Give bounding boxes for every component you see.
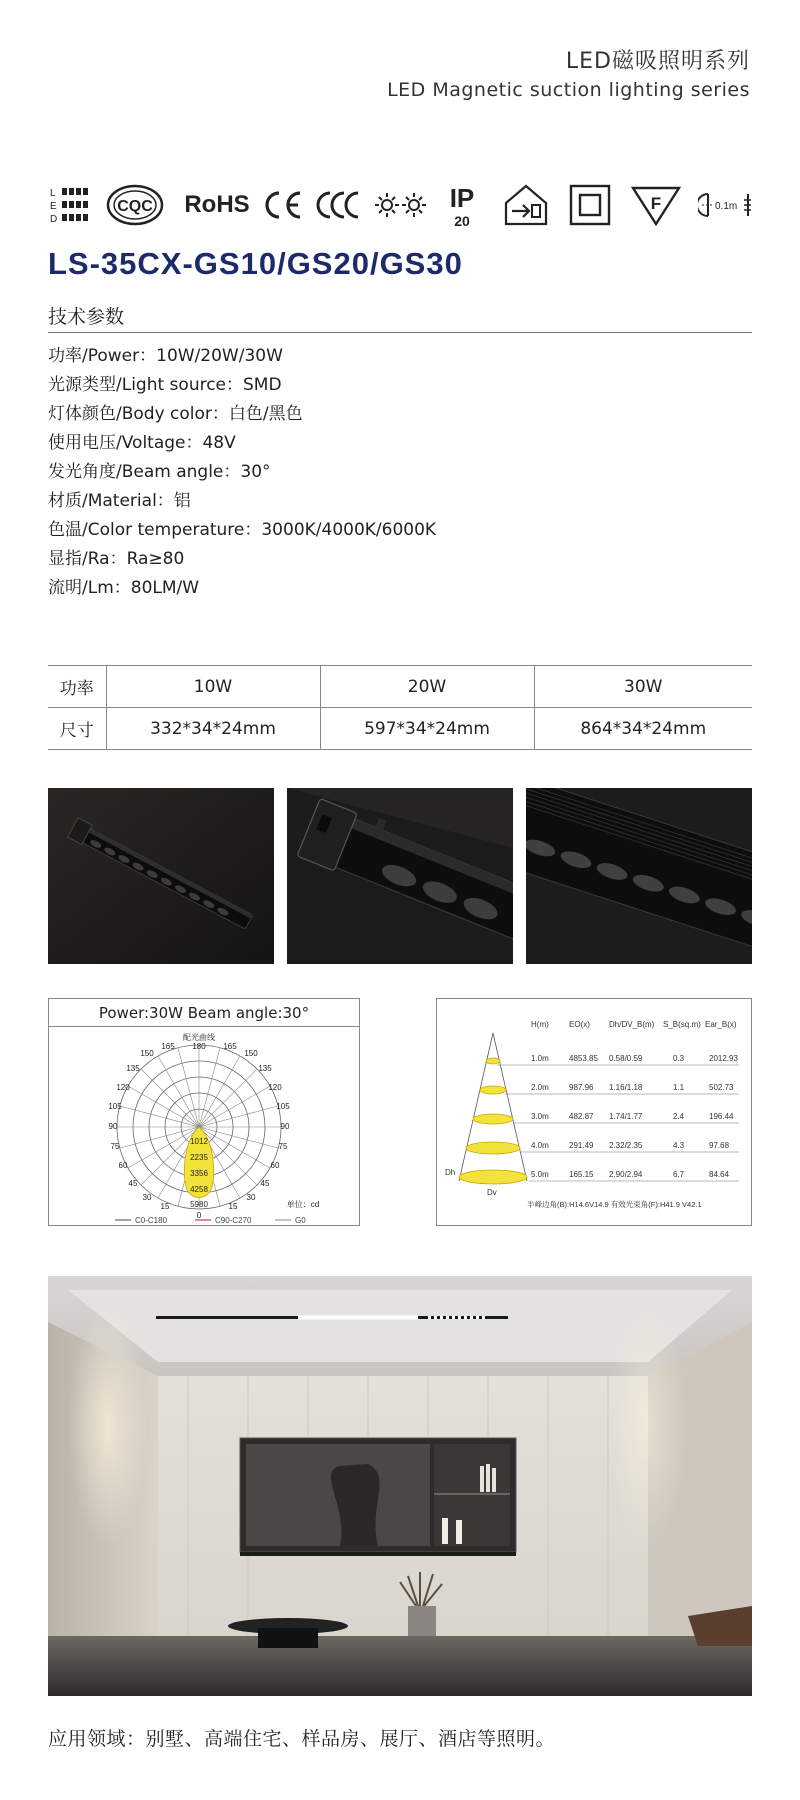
spec-light-source: 光源类型/Light source：SMD bbox=[48, 375, 282, 395]
radial-label: 1012 bbox=[190, 1137, 208, 1146]
table-cell: 30W bbox=[534, 666, 752, 708]
row-cell: 2012.93 bbox=[709, 1054, 738, 1063]
tick-label: 0 bbox=[196, 1211, 202, 1220]
spec-divider bbox=[48, 332, 752, 333]
tick-label: 180 bbox=[192, 1042, 206, 1051]
product-photo-closeup bbox=[526, 788, 752, 964]
row-cell: 6.7 bbox=[673, 1170, 685, 1179]
dv-label: Dv bbox=[487, 1188, 497, 1197]
tick-label: 120 bbox=[116, 1083, 130, 1092]
model-number: LS-35CX-GS10/GS20/GS30 bbox=[48, 246, 463, 281]
tick-label: 165 bbox=[161, 1042, 175, 1051]
tick-label: 30 bbox=[246, 1193, 256, 1202]
column-header: S_B(sq.m) bbox=[663, 1020, 701, 1029]
polar-chart-title: Power:30W Beam angle:30° bbox=[49, 1001, 359, 1027]
legend-entry: G0 bbox=[295, 1216, 306, 1225]
spec-list bbox=[48, 342, 436, 603]
tick-label: 150 bbox=[244, 1049, 258, 1058]
indoor-use-icon bbox=[502, 182, 550, 228]
rohs-mark: RoHS bbox=[184, 191, 250, 218]
curve-label: 配光曲线 bbox=[183, 1033, 215, 1042]
table-cell: 尺寸 bbox=[48, 708, 106, 750]
radial-label: 2235 bbox=[190, 1153, 208, 1162]
f-mark-icon bbox=[630, 182, 682, 228]
radial-label: 5980 bbox=[190, 1200, 208, 1209]
table-cell: 332*34*24mm bbox=[106, 708, 320, 750]
table-cell: 20W bbox=[320, 666, 534, 708]
tick-label: 45 bbox=[260, 1179, 270, 1188]
spec-material: 材质/Material：铝 bbox=[48, 491, 191, 511]
spec-title: 技术参数 bbox=[48, 306, 125, 328]
legend-entry: C0-C180 bbox=[135, 1216, 168, 1225]
column-header: Ear_B(x) bbox=[705, 1020, 737, 1029]
product-photos bbox=[48, 788, 752, 964]
ip-letters: IP bbox=[449, 183, 475, 213]
double-insulation-icon bbox=[568, 182, 612, 228]
row-cell: 482.87 bbox=[569, 1112, 594, 1121]
row-cell: 2.4 bbox=[673, 1112, 685, 1121]
row-cell: 2.90/2.94 bbox=[609, 1170, 643, 1179]
row-cell: 0.3 bbox=[673, 1054, 685, 1063]
column-header: EO(x) bbox=[569, 1020, 590, 1029]
tick-label: 15 bbox=[228, 1202, 238, 1211]
product-photo-end bbox=[287, 788, 513, 964]
sun-pair-icon bbox=[374, 182, 428, 228]
led-letter-l: L bbox=[50, 188, 56, 199]
ccc-mark-icon bbox=[312, 182, 364, 228]
tick-label: 60 bbox=[118, 1161, 128, 1170]
column-header: Dh/DV_B(m) bbox=[609, 1020, 655, 1029]
tick-label: 15 bbox=[160, 1202, 170, 1211]
illuminance-chart-panel bbox=[436, 998, 752, 1226]
polar-chart-panel bbox=[48, 998, 360, 1226]
series-title-en: LED Magnetic suction lighting series bbox=[387, 79, 750, 101]
tick-label: 90 bbox=[108, 1122, 118, 1131]
table-cell: 功率 bbox=[48, 666, 106, 708]
spec-lumen: 流明/Lm：80LM/W bbox=[48, 578, 200, 598]
unit-label: 单位：cd bbox=[286, 1200, 320, 1209]
spec-voltage: 使用电压/Voltage：48V bbox=[48, 433, 236, 453]
page-header bbox=[387, 44, 750, 101]
tick-label: 135 bbox=[126, 1064, 140, 1073]
row-cell: 4853.85 bbox=[569, 1054, 598, 1063]
tick-label: 45 bbox=[128, 1179, 138, 1188]
tick-label: 30 bbox=[142, 1193, 152, 1202]
tick-label: 150 bbox=[140, 1049, 154, 1058]
tick-label: 135 bbox=[258, 1064, 272, 1073]
radial-label: 3356 bbox=[190, 1169, 208, 1178]
row-cell: 84.64 bbox=[709, 1170, 730, 1179]
cqc-text: CQC bbox=[117, 198, 153, 215]
radial-label: 4258 bbox=[190, 1185, 208, 1194]
row-cell: 3.0m bbox=[531, 1112, 549, 1121]
illuminance-chart bbox=[437, 999, 751, 1225]
legend-entry: C90-C270 bbox=[215, 1216, 252, 1225]
spec-beam-angle: 发光角度/Beam angle：30° bbox=[48, 462, 271, 482]
row-cell: 2.0m bbox=[531, 1083, 549, 1092]
column-header: H(m) bbox=[531, 1020, 549, 1029]
distance-label: 0.1m bbox=[715, 201, 738, 212]
certification-row bbox=[48, 182, 752, 228]
ce-mark-icon bbox=[260, 182, 304, 228]
row-cell: 1.74/1.77 bbox=[609, 1112, 643, 1121]
table-row-power bbox=[48, 666, 752, 708]
distance-icon bbox=[698, 182, 752, 228]
table-cell: 597*34*24mm bbox=[320, 708, 534, 750]
size-table bbox=[48, 665, 752, 750]
series-title-cn: LED磁吸照明系列 bbox=[565, 49, 750, 74]
ip20-icon bbox=[442, 182, 482, 228]
row-cell: 1.1 bbox=[673, 1083, 685, 1092]
row-cell: 987.96 bbox=[569, 1083, 594, 1092]
table-cell: 864*34*24mm bbox=[534, 708, 752, 750]
row-cell: 291.49 bbox=[569, 1141, 594, 1150]
row-cell: 1.16/1.18 bbox=[609, 1083, 643, 1092]
tick-label: 105 bbox=[276, 1102, 290, 1111]
spec-color-temperature: 色温/Color temperature：3000K/4000K/6000K bbox=[48, 520, 437, 540]
tick-label: 165 bbox=[223, 1042, 237, 1051]
tick-label: 120 bbox=[268, 1083, 282, 1092]
tick-label: 90 bbox=[280, 1122, 290, 1131]
spec-body-color: 灯体颜色/Body color：白色/黑色 bbox=[48, 404, 303, 424]
illuminance-footer: 半峰边角(B):H14.6V14.9 有效光束角(F):H41.9 V42.1 bbox=[527, 1200, 702, 1209]
spec-power: 功率/Power：10W/20W/30W bbox=[48, 346, 283, 366]
tick-label: 75 bbox=[110, 1142, 120, 1151]
cqc-icon bbox=[106, 182, 164, 228]
row-cell: 97.68 bbox=[709, 1141, 730, 1150]
tick-label: 75 bbox=[278, 1142, 288, 1151]
row-cell: 4.3 bbox=[673, 1141, 685, 1150]
f-mark-letter: F bbox=[650, 194, 662, 213]
led-mark-icon bbox=[48, 182, 88, 228]
row-cell: 165.15 bbox=[569, 1170, 594, 1179]
spec-ra: 显指/Ra：Ra≥80 bbox=[48, 549, 185, 569]
row-cell: 502.73 bbox=[709, 1083, 734, 1092]
table-cell: 10W bbox=[106, 666, 320, 708]
row-cell: 4.0m bbox=[531, 1141, 549, 1150]
product-photo-full bbox=[48, 788, 274, 964]
row-cell: 0.58/0.59 bbox=[609, 1054, 643, 1063]
tick-label: 105 bbox=[108, 1102, 122, 1111]
ip-rating: 20 bbox=[454, 213, 470, 228]
row-cell: 2.32/2.35 bbox=[609, 1141, 643, 1150]
tick-label: 60 bbox=[270, 1161, 280, 1170]
row-cell: 5.0m bbox=[531, 1170, 549, 1179]
application-fields: 应用领域：别墅、高端住宅、样品房、展厅、酒店等照明。 bbox=[48, 1728, 556, 1750]
row-cell: 196.44 bbox=[709, 1112, 734, 1121]
led-letter-e: E bbox=[50, 201, 57, 212]
application-scene-photo bbox=[48, 1276, 752, 1696]
dh-label: Dh bbox=[445, 1168, 456, 1177]
led-letter-d: D bbox=[50, 214, 58, 225]
polar-chart bbox=[49, 1029, 359, 1225]
row-cell: 1.0m bbox=[531, 1054, 549, 1063]
table-row-size bbox=[48, 708, 752, 750]
